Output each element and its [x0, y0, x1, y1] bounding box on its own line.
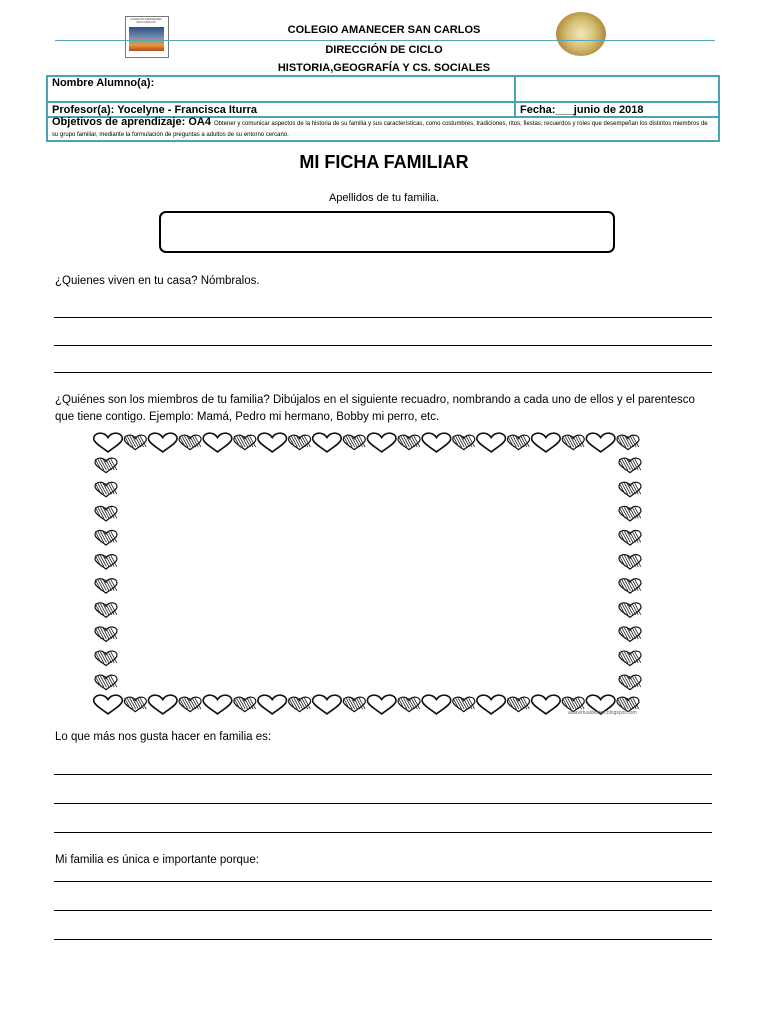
heart-icon: [367, 433, 396, 452]
striped-heart-icon: [398, 697, 420, 711]
striped-heart-icon: [508, 697, 530, 711]
drawing-frame[interactable]: [92, 430, 644, 718]
heart-border: [92, 430, 644, 718]
objectives-cell: [47, 117, 719, 141]
striped-heart-icon: [95, 603, 117, 617]
striped-heart-icon: [619, 458, 641, 472]
school-name: COLEGIO AMANECER SAN CARLOS: [287, 24, 481, 36]
heart-icon: [94, 433, 123, 452]
striped-heart-icon: [95, 531, 117, 545]
striped-heart-icon: [95, 482, 117, 496]
objectives-text: Obtener y comunicar aspectos de la historia de su familia y sus características, como costumbres, tradiciones, ritos, fiestas, recuerdos y roles que desempeñan los distintos miembros de su grupo familiar, mediante la formulación de preguntas a adultos de su entorno cercano.: [52, 121, 708, 138]
striped-heart-icon: [617, 435, 639, 449]
striped-heart-icon: [619, 482, 641, 496]
answer-line[interactable]: [54, 803, 712, 804]
striped-heart-icon: [453, 697, 475, 711]
student-name-field[interactable]: [47, 76, 515, 102]
surnames-input-box[interactable]: [159, 211, 615, 253]
surnames-prompt: Apellidos de tu familia.: [328, 192, 440, 204]
striped-heart-icon: [124, 435, 146, 449]
striped-heart-icon: [343, 435, 365, 449]
striped-heart-icon: [619, 506, 641, 520]
date-label: Fecha:___junio de 2018: [520, 103, 644, 116]
subject-name: HISTORIA,GEOGRAFÍA Y CS. SOCIALES: [277, 62, 491, 74]
question-who-lives: ¿Quienes viven en tu casa? Nómbralos.: [55, 275, 260, 287]
heart-icon: [148, 695, 177, 714]
heart-icon: [94, 695, 123, 714]
answer-line[interactable]: [54, 832, 712, 833]
heart-icon: [477, 433, 506, 452]
answer-line[interactable]: [54, 372, 712, 373]
striped-heart-icon: [95, 458, 117, 472]
heart-icon: [367, 695, 396, 714]
student-name-label: Nombre Alumno(a):: [52, 77, 155, 89]
answer-line[interactable]: [54, 881, 712, 882]
answer-line[interactable]: [54, 317, 712, 318]
school-logo-text: COLEGIO AMANECER SAN CARLOS: [130, 17, 162, 24]
page-title: MI FICHA FAMILIAR: [299, 152, 469, 172]
striped-heart-icon: [95, 627, 117, 641]
heart-icon: [422, 695, 451, 714]
question-family-members: ¿Quiénes son los miembros de tu familia? Dibújalos en el siguiente recuadro, nombrando a cada uno de ellos y el parentesco que tiene contigo. Ejemplo: Mamá, Pedro mi hermano, Bobby mi perro, etc.: [55, 394, 695, 423]
student-extra-field[interactable]: [515, 76, 719, 102]
answer-line[interactable]: [54, 345, 712, 346]
striped-heart-icon: [95, 579, 117, 593]
teacher-label: Profesor(a): Yocelyne - Francisca Iturra: [52, 103, 257, 116]
question-family-unique: Mi familia es única e importante porque:: [55, 854, 259, 866]
striped-heart-icon: [619, 555, 641, 569]
striped-heart-icon: [619, 651, 641, 665]
department-name: DIRECCIÓN DE CICLO: [325, 44, 443, 56]
question-favorite-activity: Lo que más nos gusta hacer en familia es:: [55, 731, 272, 743]
striped-heart-icon: [289, 435, 311, 449]
striped-heart-icon: [95, 506, 117, 520]
striped-heart-icon: [124, 697, 146, 711]
heart-icon: [422, 433, 451, 452]
striped-heart-icon: [343, 697, 365, 711]
striped-heart-icon: [179, 697, 201, 711]
heart-icon: [477, 695, 506, 714]
striped-heart-icon: [95, 555, 117, 569]
striped-heart-icon: [289, 697, 311, 711]
heart-icon: [532, 433, 561, 452]
objectives-label: Objetivos de aprendizaje: OA4: [52, 116, 211, 128]
heart-icon: [313, 433, 342, 452]
striped-heart-icon: [619, 579, 641, 593]
striped-heart-icon: [95, 675, 117, 689]
striped-heart-icon: [179, 435, 201, 449]
striped-heart-icon: [234, 435, 256, 449]
striped-heart-icon: [95, 651, 117, 665]
heart-icon: [258, 433, 287, 452]
heart-icon: [586, 433, 615, 452]
heart-icon: [203, 433, 232, 452]
date-field[interactable]: [515, 102, 719, 117]
striped-heart-icon: [234, 697, 256, 711]
heart-icon: [313, 695, 342, 714]
teacher-cell: [47, 102, 515, 117]
striped-heart-icon: [619, 627, 641, 641]
answer-line[interactable]: [54, 910, 712, 911]
heart-icon: [203, 695, 232, 714]
striped-heart-icon: [508, 435, 530, 449]
header-divider: [55, 40, 715, 41]
heart-icon: [532, 695, 561, 714]
frame-credit: aulavirtualdesign.blogspot.com: [568, 710, 637, 716]
heart-icon: [258, 695, 287, 714]
striped-heart-icon: [398, 435, 420, 449]
answer-line[interactable]: [54, 939, 712, 940]
striped-heart-icon: [619, 603, 641, 617]
striped-heart-icon: [562, 435, 584, 449]
striped-heart-icon: [619, 531, 641, 545]
answer-line[interactable]: [54, 774, 712, 775]
student-info-table: [46, 75, 720, 142]
striped-heart-icon: [619, 675, 641, 689]
heart-icon: [148, 433, 177, 452]
striped-heart-icon: [453, 435, 475, 449]
